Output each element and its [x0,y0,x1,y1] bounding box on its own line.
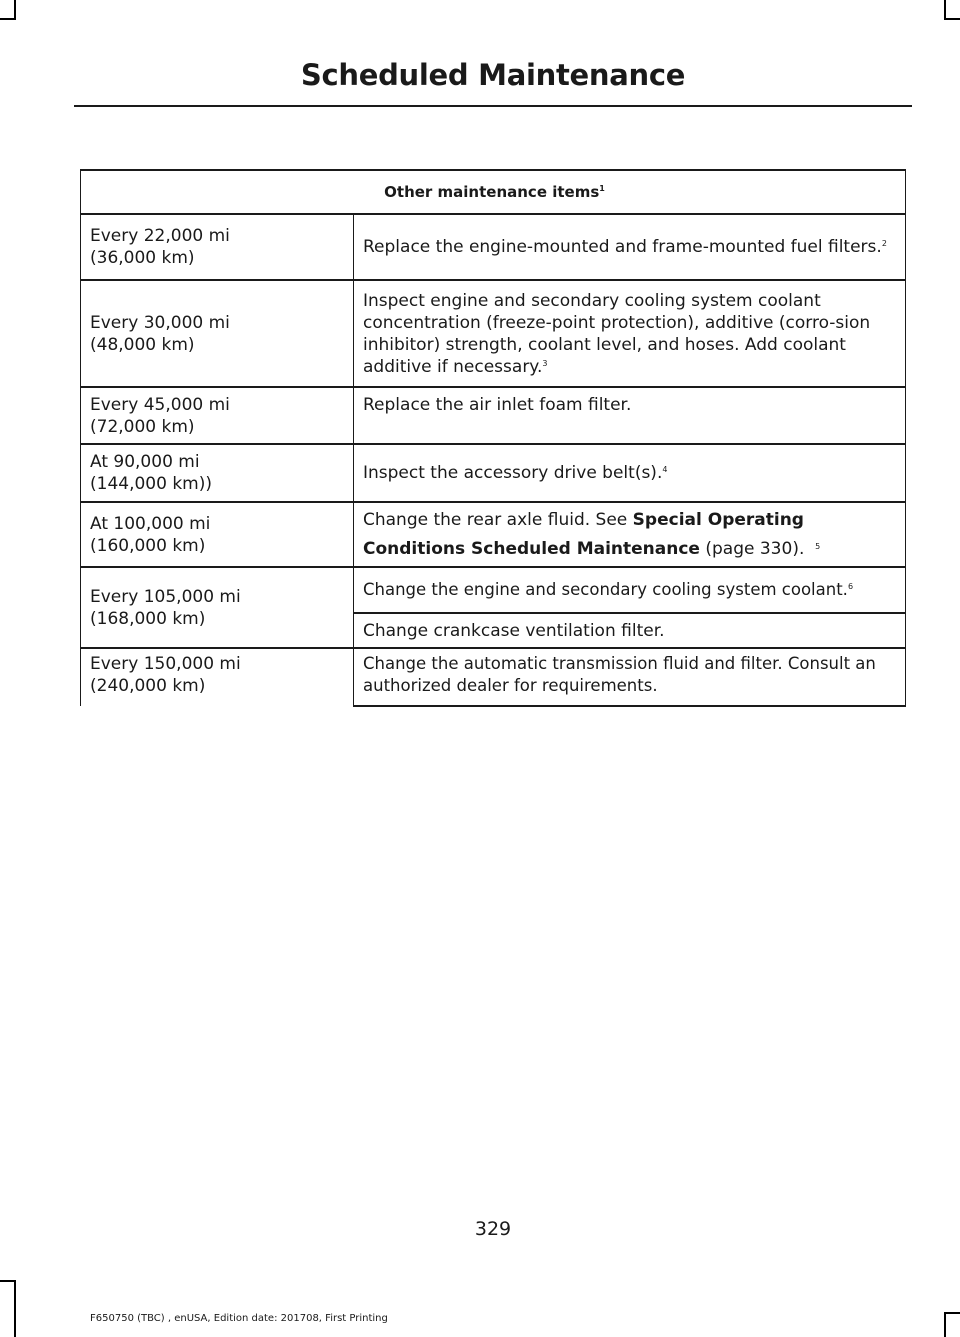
table-row [81,387,906,444]
task-cell: Replace the air inlet foam filter. [354,387,906,444]
task-cell: Change crankcase ventilation filter. [354,613,906,648]
table-heading: Other maintenance items$^1$ [81,170,906,214]
crop-mark [14,1280,16,1337]
page-title: Scheduled Maintenance [300,58,686,92]
table-row [81,280,906,387]
page-number: 329 [474,1218,512,1240]
title-rule [74,105,912,107]
crop-mark [0,18,16,20]
crop-mark [944,1312,946,1337]
interval-cell: At 90,000 mi (144,000 km)) [81,444,354,502]
crop-mark [944,1312,960,1314]
cross-reference-link[interactable]: Special Operating Conditions Scheduled Maintenance [363,509,804,559]
interval-cell: Every 105,000 mi (168,000 km) [81,567,354,648]
interval-cell: Every 150,000 mi (240,000 km) [81,648,354,706]
crop-mark [0,1280,16,1282]
crop-mark [14,0,16,18]
edition-footer: F650750 (TBC) , enUSA, Edition date: 201708, First Printing [90,1313,388,1324]
task-cell: Inspect the accessory drive belt(s).$^4$ [354,444,906,502]
task-cell: Change the rear axle fluid. See Special Operating Conditions Scheduled Maintenance (page 330). $^5$ [354,502,906,567]
table-row [81,567,906,613]
task-cell: Inspect engine and secondary cooling system coolant concentration (freeze-point protection), additive (corro-sion inhibitor) strength, coolant level, and hoses. Add coolant additive if necessary.$^3$ [354,280,906,387]
crop-mark [944,0,946,18]
table-row [81,214,906,280]
table-row [81,648,906,706]
maintenance-table [80,169,906,707]
task-cell: Change the engine and secondary cooling system coolant.$^6$ [354,567,906,613]
task-cell: Change the automatic transmission fluid and filter. Consult an authorized dealer for requirements. [354,648,906,706]
table-header-row [81,170,906,214]
task-cell: Replace the engine-mounted and frame-mounted fuel filters.$^2$ [354,214,906,280]
crop-mark [944,18,960,20]
interval-cell: At 100,000 mi (160,000 km) [81,502,354,567]
table-row [81,444,906,502]
interval-cell: Every 22,000 mi (36,000 km) [81,214,354,280]
interval-cell: Every 45,000 mi (72,000 km) [81,387,354,444]
interval-cell: Every 30,000 mi (48,000 km) [81,280,354,387]
table-row [81,502,906,567]
